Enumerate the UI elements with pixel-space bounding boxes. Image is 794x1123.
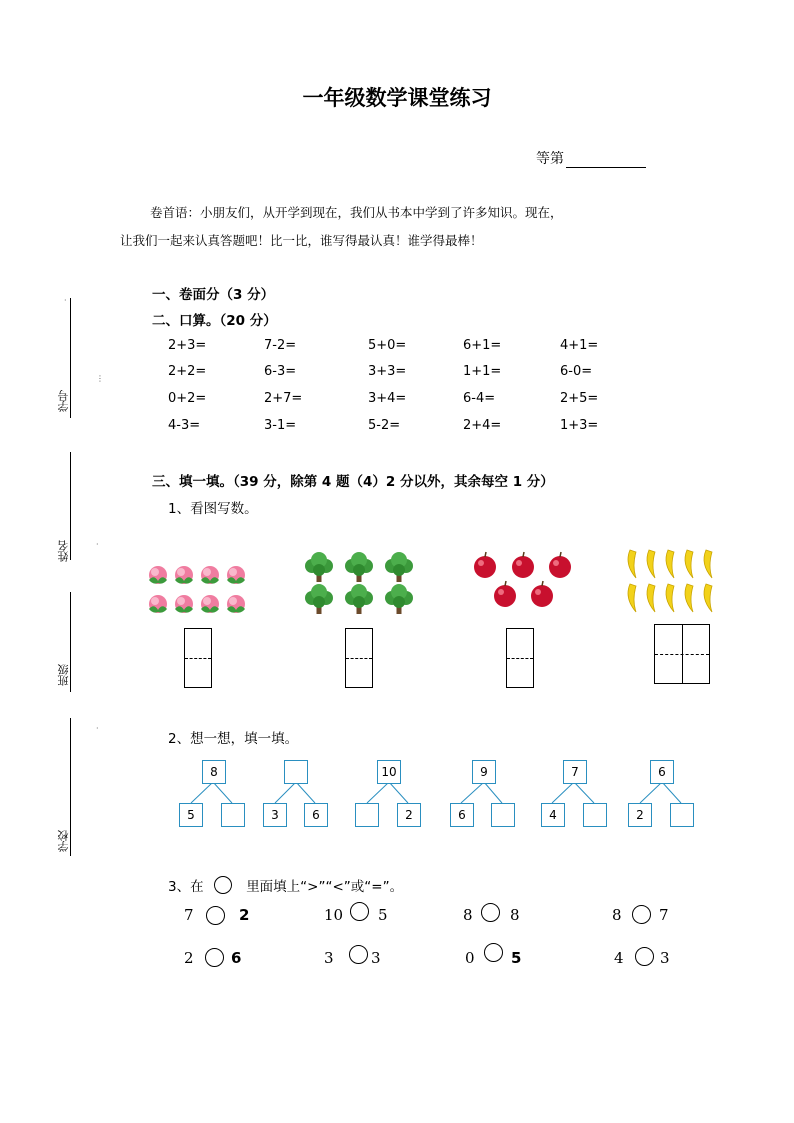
compare-circle[interactable] — [205, 948, 224, 967]
section-3-heading: 三、填一填。（39 分，除第 4 题（4）2 分以外，其余每空 1 分） — [152, 474, 554, 490]
question-1-title: 1、看图写数。 — [168, 501, 258, 517]
calc-item[interactable]: 5+0= — [368, 338, 407, 353]
compare-circle[interactable] — [484, 943, 503, 962]
compare-right: 2 — [239, 906, 250, 924]
tree-left-box[interactable]: 2 — [628, 803, 652, 827]
compare-right: 3 — [660, 949, 670, 967]
tree-left-box[interactable]: 4 — [541, 803, 565, 827]
compare-left: 0 — [465, 949, 475, 967]
tree-top-box[interactable]: 8 — [202, 760, 226, 784]
grade-label: 等第 — [536, 151, 564, 167]
tree-right-box[interactable] — [491, 803, 515, 827]
calc-item[interactable]: 6+1= — [463, 338, 502, 353]
calc-item[interactable]: 2+5= — [560, 391, 599, 406]
compare-circle[interactable] — [206, 906, 225, 925]
calc-item[interactable]: 3+4= — [368, 391, 407, 406]
tree-top-box[interactable]: 7 — [563, 760, 587, 784]
calc-item[interactable]: 2+4= — [463, 418, 502, 433]
tree-top-box[interactable]: 9 — [472, 760, 496, 784]
calc-item[interactable]: 3+3= — [368, 364, 407, 379]
calc-item[interactable]: 4-3= — [168, 418, 201, 433]
calc-item[interactable]: 5-2= — [368, 418, 401, 433]
calc-item[interactable]: 1+3= — [560, 418, 599, 433]
section-1-heading: 一、卷面分（3 分） — [152, 287, 275, 303]
compare-left: 3 — [324, 949, 334, 967]
compare-left: 10 — [324, 906, 344, 924]
class-label: 班级 — [57, 664, 70, 686]
circle-icon — [214, 876, 232, 894]
compare-left: 7 — [184, 906, 194, 924]
compare-circle[interactable] — [481, 903, 500, 922]
tree-top-box[interactable] — [284, 760, 308, 784]
tree-left-box[interactable] — [355, 803, 379, 827]
calc-item[interactable]: 7-2= — [264, 338, 297, 353]
compare-left: 4 — [614, 949, 624, 967]
compare-circle[interactable] — [632, 905, 651, 924]
compare-right: 7 — [659, 906, 669, 924]
question-2-title: 2、想一想，填一填。 — [168, 731, 299, 747]
compare-right: 5 — [378, 906, 388, 924]
tree-right-box[interactable] — [670, 803, 694, 827]
fold-mark: · — [64, 296, 67, 305]
calc-item[interactable]: 6-3= — [264, 364, 297, 379]
intro-line-1: 卷首语：小朋友们，从开学到现在，我们从书本中学到了许多知识。现在， — [150, 205, 563, 220]
compare-left: 8 — [612, 906, 622, 924]
student-id-label: 学号 — [57, 390, 70, 412]
calc-item[interactable]: 0+2= — [168, 391, 207, 406]
section-2-heading: 二、口算。（20 分） — [152, 313, 277, 329]
fold-mark: ⋮ — [96, 374, 104, 383]
tree-top-box[interactable]: 10 — [377, 760, 401, 784]
compare-left: 8 — [463, 906, 473, 924]
tree-right-box[interactable]: 6 — [304, 803, 328, 827]
page-title: 一年级数学课堂练习 — [302, 86, 492, 110]
tree-left-box[interactable]: 6 — [450, 803, 474, 827]
calc-item[interactable]: 2+3= — [168, 338, 207, 353]
compare-circle[interactable] — [635, 947, 654, 966]
compare-right: 8 — [510, 906, 520, 924]
fold-mark: · — [96, 724, 99, 733]
tree-left-box[interactable]: 5 — [179, 803, 203, 827]
tree-right-box[interactable]: 2 — [397, 803, 421, 827]
calc-item[interactable]: 3-1= — [264, 418, 297, 433]
compare-left: 2 — [184, 949, 194, 967]
compare-right: 5 — [511, 949, 522, 967]
calc-item[interactable]: 6-0= — [560, 364, 593, 379]
calc-item[interactable]: 2+7= — [264, 391, 303, 406]
calc-item[interactable]: 4+1= — [560, 338, 599, 353]
name-label: 姓名 — [57, 540, 70, 562]
tree-top-box[interactable]: 6 — [650, 760, 674, 784]
tree-left-box[interactable]: 3 — [263, 803, 287, 827]
question-3-title — [168, 875, 403, 895]
compare-right: 6 — [231, 949, 242, 967]
intro-line-2: 让我们一起来认真答题吧！比一比，谁写得最认真！谁学得最棒！ — [120, 233, 483, 248]
fold-mark: · — [96, 540, 99, 549]
calc-item[interactable]: 2+2= — [168, 364, 207, 379]
tree-right-box[interactable] — [221, 803, 245, 827]
school-label: 学校 — [57, 830, 70, 852]
calc-item[interactable]: 6-4= — [463, 391, 496, 406]
compare-circle[interactable] — [350, 902, 369, 921]
q3-suffix: 里面填上“>”“<”或“=”。 — [246, 879, 404, 895]
calc-item[interactable]: 1+1= — [463, 364, 502, 379]
q3-prefix: 3、在 — [168, 879, 204, 895]
compare-right: 3 — [371, 949, 381, 967]
tree-right-box[interactable] — [583, 803, 607, 827]
compare-circle[interactable] — [349, 945, 368, 964]
